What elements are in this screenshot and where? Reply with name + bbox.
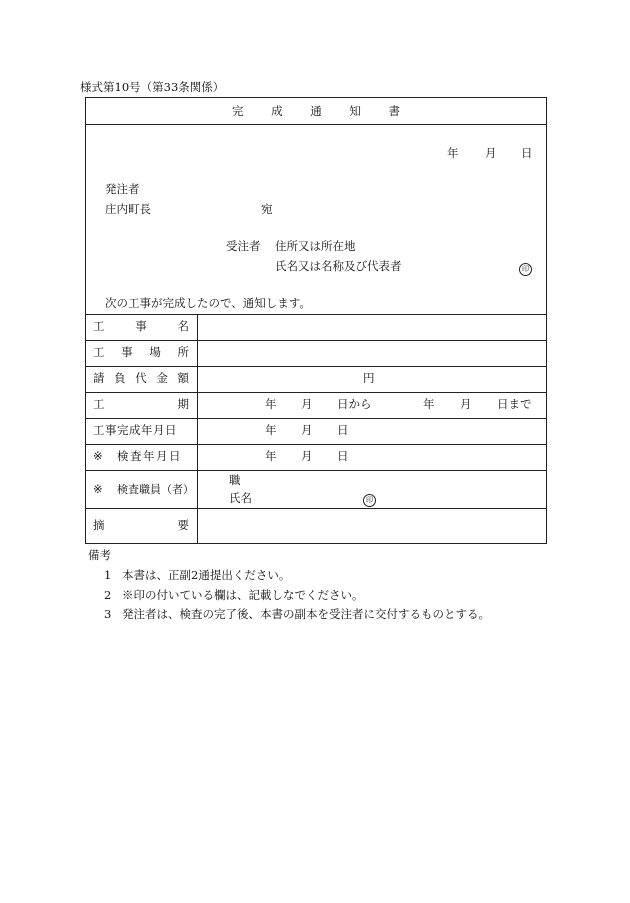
notice-form-frame bbox=[85, 97, 547, 544]
divider bbox=[86, 470, 546, 471]
date-month: 月 bbox=[485, 146, 497, 160]
intro-text: 次の工事が完成したので、通知します。 bbox=[105, 296, 311, 310]
divider bbox=[86, 340, 546, 341]
inspection-day: 日 bbox=[337, 449, 349, 463]
addressee: 庄内町長 bbox=[105, 202, 151, 216]
period-end-day: 日まで bbox=[497, 397, 532, 411]
date-day: 日 bbox=[521, 146, 533, 160]
column-divider bbox=[197, 314, 198, 543]
period-end-year: 年 bbox=[423, 397, 435, 411]
period-start-year: 年 bbox=[265, 397, 277, 411]
row-label-inspector: 検査職員（者） bbox=[117, 483, 194, 496]
form-title: 完 成 通 知 書 bbox=[232, 104, 400, 118]
form-number-label: 様式第10号（第33条関係） bbox=[80, 80, 225, 94]
divider bbox=[86, 508, 546, 509]
divider bbox=[86, 124, 546, 125]
seal-icon: 印 bbox=[519, 263, 532, 276]
seal-mark bbox=[519, 262, 532, 276]
amount-unit: 円 bbox=[363, 371, 375, 385]
inspection-month: 月 bbox=[301, 449, 313, 463]
note-item: 3 発注者は、検査の完了後、本書の副本を受注者に交付するものとする。 bbox=[104, 607, 490, 621]
completion-day: 日 bbox=[337, 423, 349, 437]
divider bbox=[86, 418, 546, 419]
name-label: 氏名又は名称及び代表者 bbox=[275, 259, 402, 273]
divider bbox=[86, 392, 546, 393]
row-label-remarks: 摘 要 bbox=[93, 518, 189, 532]
completion-year: 年 bbox=[265, 423, 277, 437]
period-start-month: 月 bbox=[301, 397, 313, 411]
addressee-suffix: 宛 bbox=[261, 202, 273, 216]
row-label-construction-period: 工 期 bbox=[93, 397, 189, 411]
inspection-year: 年 bbox=[265, 449, 277, 463]
period-start-day: 日から bbox=[337, 397, 372, 411]
row-label-project-location: 工 事 場 所 bbox=[93, 345, 189, 359]
inspector-title-label: 職 bbox=[229, 473, 241, 487]
row-label-completion-date: 工事完成年月日 bbox=[93, 423, 177, 437]
date-year: 年 bbox=[447, 146, 459, 160]
inspector-seal bbox=[363, 493, 376, 507]
completion-month: 月 bbox=[301, 423, 313, 437]
row-label-project-name: 工 事 名 bbox=[93, 319, 189, 333]
divider bbox=[86, 314, 546, 315]
note-item: 1 本書は、正副2通提出ください。 bbox=[104, 568, 291, 582]
orderer-label: 発注者 bbox=[105, 182, 140, 196]
notes-heading: 備考 bbox=[88, 548, 111, 562]
divider bbox=[86, 444, 546, 445]
row-label-mark: ※ bbox=[93, 482, 103, 496]
seal-icon: 印 bbox=[363, 494, 376, 507]
period-end-month: 月 bbox=[460, 397, 472, 411]
contractor-label: 受注者 bbox=[226, 239, 261, 253]
divider bbox=[86, 366, 546, 367]
inspector-name-label: 氏名 bbox=[229, 491, 252, 505]
row-label-contract-amount: 請 負 代 金 額 bbox=[93, 371, 189, 385]
row-label-inspection-date: 検査年月日 bbox=[117, 449, 182, 463]
address-label: 住所又は所在地 bbox=[275, 239, 356, 253]
note-item: 2 ※印の付いている欄は、記載しなでください。 bbox=[104, 588, 364, 602]
row-label-mark: ※ bbox=[93, 449, 103, 463]
